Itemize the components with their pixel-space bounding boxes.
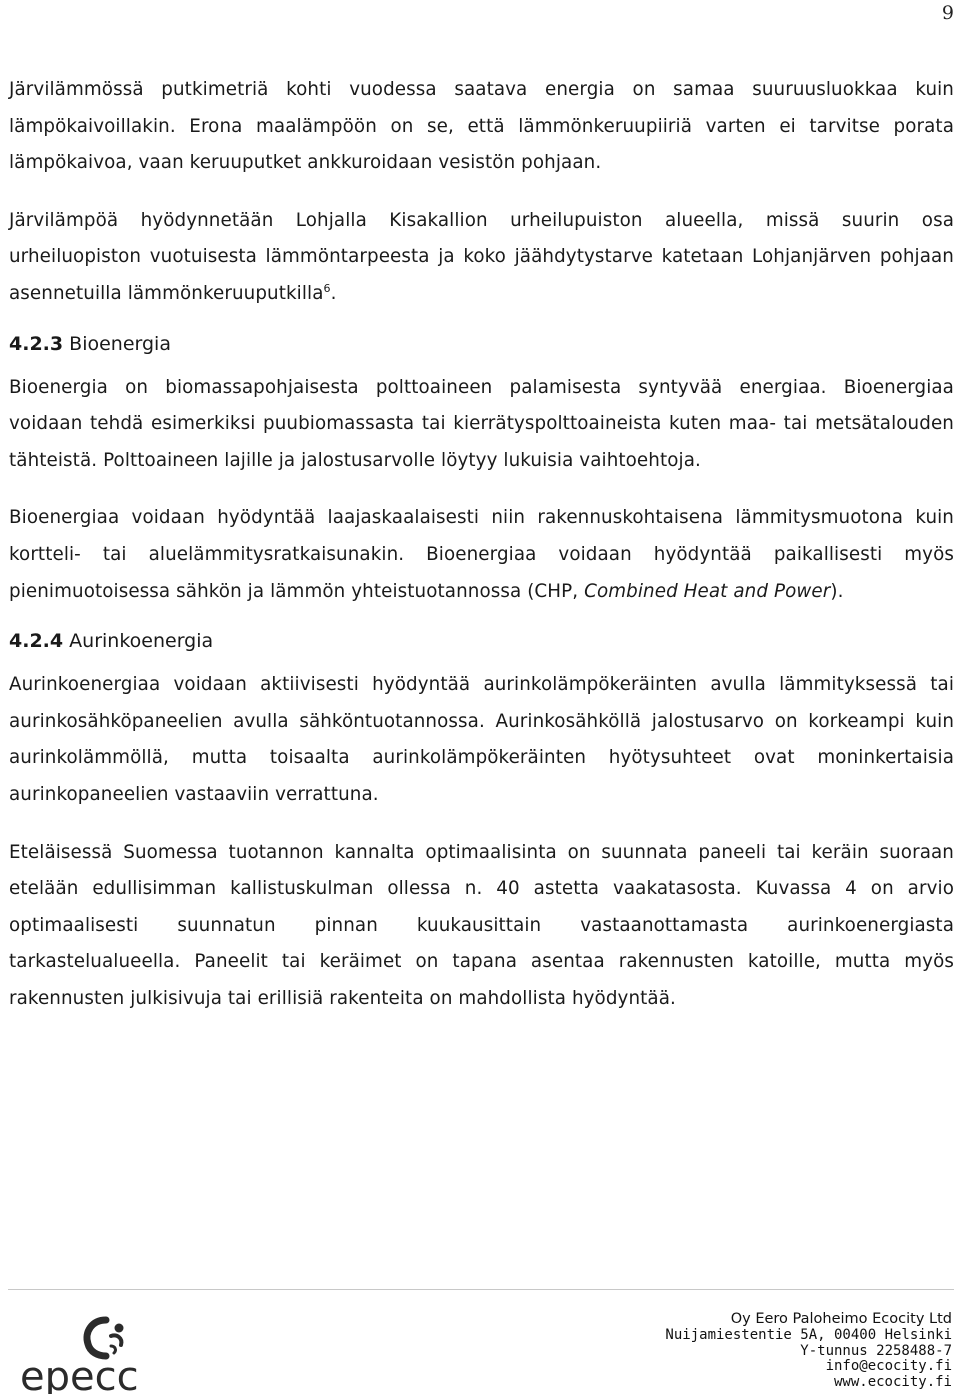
paragraph-bioenergy-usage-end: ). (830, 580, 844, 602)
section-title: Bioenergia (69, 332, 171, 355)
section-heading-solar (9, 623, 954, 659)
chp-term: Combined Heat and Power (584, 580, 831, 602)
epecc-logo (18, 1312, 168, 1394)
company-business-id: Y-tunnus 2258488-7 (800, 1342, 952, 1359)
paragraph-solar-orientation: Eteläisessä Suomessa tuotannon kannalta optimaalisinta on suunnata paneeli tai keräin suoraan etelään edullisimman kallistuskulman ollessa n. 40 astetta vaakatasosta. Kuvassa 4 on arvio optimaalisesti suunnatun pinnan kuukausittain vastaanottamasta aurinkoenergiasta tarkastelualueella. Paneelit tai keräimet on tapana asentaa rakennusten katoille, mutta myös rakennusten julkisivuja tai erillisiä rakenteita on mahdollista hyödyntää. (9, 841, 954, 1009)
company-website[interactable]: www.ecocity.fi (833, 1373, 952, 1390)
epecc-logo-graphic (18, 1312, 168, 1394)
paragraph-bioenergy-usage (9, 500, 954, 610)
section-title: Aurinkoenergia (69, 630, 214, 653)
paragraph-solar-usage: Aurinkoenergiaa voidaan aktiivisesti hyödyntää aurinkolämpökeräinten avulla lämmityksessä tai aurinkosähköpaneelien avulla sähköntuotannossa. Aurinkosähköllä jalostusarvo on korkeampi kuin aurinkolämmöllä, mutta toisaalta aurinkolämpökeräinten hyötysuhteet ovat moninkertaisia aurinkopaneelien vastaaviin verrattuna. (9, 674, 954, 805)
page-number: 9 (941, 2, 954, 24)
company-email[interactable]: info@ecocity.fi (825, 1358, 952, 1374)
company-address: Nuijamiestentie 5A, 00400 Helsinki (665, 1327, 952, 1343)
section-number: 4.2.3 (9, 332, 64, 355)
paragraph-lohja-end: . (330, 282, 337, 304)
paragraph-bioenergy-definition: Bioenergia on biomassapohjaisesta polttoaineen palamisesta syntyvää energiaa. Bioenergiaa voidaan tehdä esimerkiksi puubiomassasta tai kierrätyspolttoaineista kuten maa- tai metsätalouden tähteistä. Polttoaineen lajille ja jalostusarvolle löytyy lukuisia vaihtoehtoja. (9, 376, 954, 471)
document-body (9, 72, 954, 1038)
footer-divider (8, 1289, 954, 1290)
paragraph-lohja-example (9, 203, 954, 313)
section-number: 4.2.4 (9, 630, 64, 653)
company-info (665, 1311, 952, 1390)
section-heading-bioenergy (9, 326, 954, 362)
company-name: Oy Eero Paloheimo Ecocity Ltd (730, 1311, 952, 1327)
paragraph-lohja-text: Järvilämpöä hyödynnetään Lohjalla Kisakallion urheilupuiston alueella, missä suurin osa urheiluopiston vuotuisesta lämmöntarpeesta ja koko jäähdytystarve katetaan Lohjanjärven pohjaan asennetuilla lämmönkeruuputkilla (9, 209, 954, 304)
paragraph-bioenergy-usage-text: Bioenergiaa voidaan hyödyntää laajaskaalaisesti niin rakennuskohtaisena lämmitysmuotona kuin kortteli- tai aluelämmitysratkaisunakin. Bioenergiaa voidaan hyödyntää paikallisesti myös pienimuotoisessa sähkön ja lämmön yhteistuotannossa (CHP, (9, 507, 954, 602)
paragraph-lake-heat-energy: Järvilämmössä putkimetriä kohti vuodessa saatava energia on samaa suuruusluokkaa kuin lämpökaivoillakin. Erona maalämpöön on se, että lämmönkeruupiiriä varten ei tarvitse porata lämpökaivoa, vaan keruuputket ankkuroidaan vesistön pohjaan. (9, 79, 954, 174)
logo-wordmark: epecc (20, 1354, 139, 1394)
footnote-reference[interactable]: 6 (323, 281, 331, 295)
